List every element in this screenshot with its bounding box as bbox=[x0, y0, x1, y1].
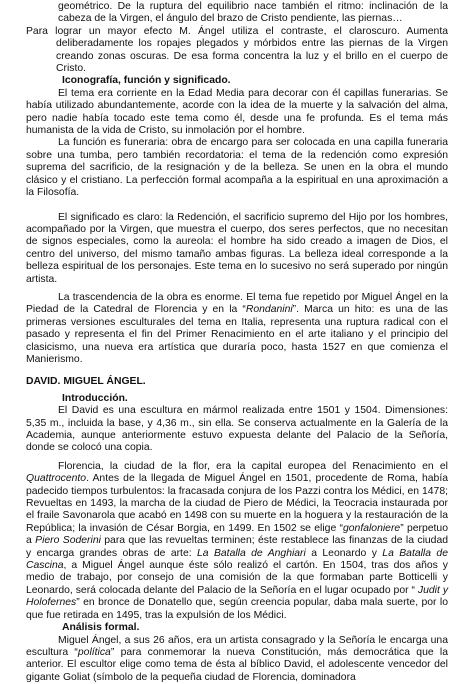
paragraph-tema: El tema era corriente en la Edad Media para decorar con él capillas funerarias. Se había utilizado abundantemente, acorde con la idea de la muerte y la salvación del alma, pero nadie había tocado este tema como él, desde una fe profunda. Es el tema más humanista de la vida de Cristo, su inmolación por el hombre. bbox=[26, 88, 448, 138]
emphasis-soderini: Piero Soderini bbox=[35, 535, 101, 546]
emphasis-judit: Judit y Holofernes bbox=[26, 585, 448, 608]
emphasis-gonfaloniere: gonfaloniere bbox=[343, 523, 400, 534]
paragraph-analisis bbox=[26, 635, 448, 684]
paragraph-david-intro: El David es una escultura en mármol realizada entre 1501 y 1504. Dimensiones: 5,35 m., incluida la base, y 4,36 m., sin ella. Se conserva actualmente en la Galería de la Academia, aunque anteriormente estuvo expuesta delante del Palacio de la Señoría, donde se colocó una copia. bbox=[26, 405, 448, 455]
paragraph-funcion: La función es funeraria: obra de encargo para ser colocada en una capilla funeraria sobre una tumba, pero también recordatoria: el tema de la redención como expresión suprema del sacrificio, de la resignación y de la belleza. Se unen en la obra el mundo clásico y el cristiano. La perfección formal acompaña a la espiritual en una aproximación a la Filosofía. bbox=[26, 137, 448, 199]
paragraph-geometrico: geométrico. De la ruptura del equilibrio nace también el ritmo: inclinación de la cabeza de la Virgen, el ángulo del brazo de Cristo pendiente, las piernas… bbox=[26, 1, 448, 26]
text-run: a Leonardo y bbox=[306, 548, 382, 559]
text-run: , a Miguel Ángel aunque éste sólo realizó el cartón. En 1504, tras dos años y medio de trabajo, por consejo de una comisión de la que formaban parte Botticelli y Leonardo, será colocada delante del Palacio de la Señoría en el lugar ocupado por “ bbox=[26, 560, 448, 596]
section-title-david: DAVID. MIGUEL ÁNGEL. bbox=[26, 376, 448, 388]
emphasis-quattrocento: Quattrocento bbox=[26, 473, 86, 484]
emphasis-politica: política bbox=[78, 647, 111, 658]
text-run: para que las revueltas terminen; éste restablece las finanzas de la ciudad y encarga grandes obras de arte: bbox=[26, 535, 448, 558]
heading-analisis: Análisis formal. bbox=[26, 622, 448, 634]
paragraph-significado: El significado es claro: la Redención, el sacrificio supremo del Hijo por los hombres, acompañado por la Virgen, que muestra el cuerpo, dos seres perfectos, que no necesitan de signos especiales, como la aureola: el hombre ha sido creado a imagen de Dios, el centro del universo, del mismo tamaño ambas figuras. La belleza ideal corresponde a la belleza espiritual de los personajes. Este tema en lo sucesivo no será superado por ningún artista. bbox=[26, 212, 448, 286]
text-run: . Antes de la llegada de Miguel Ángel en 1501, procedente de Roma, había padecido tiempos turbulentos: la fracasada conjura de los Pazzi contra los Médici, en 1478; Revueltas en 1493, la marcha de la ciudad de Piero de Médici, la Teocracia instaurada por el fraile Savonarola que acabó en 1498 con su muerte en la hoguera y la restauración de la República; la invasión de César Borgia, en 1499. En 1502 se elige “ bbox=[26, 473, 448, 534]
emphasis-cascina: La Batalla de Cascina bbox=[26, 548, 448, 571]
paragraph-trascendencia bbox=[26, 292, 448, 366]
text-run: ” para conmemorar la nueva Constitución, más democrática que la anterior. El escultor elige como tema de ésta al bíblico David, el adolescente vencedor del gigante Goliat (símbolo de la pequeña ciudad de Florencia, dominadora bbox=[26, 647, 448, 683]
paragraph-contraste: Para lograr un mayor efecto M. Ángel utiliza el contraste, el claroscuro. Aumenta deliberadamente los ropajes plegados y mórbidos entre las piernas de la Virgen creando zonas oscuras. De esa forma concentra la luz y el brillo en el cuerpo de Cristo. bbox=[26, 26, 448, 76]
heading-introduccion: Introducción. bbox=[26, 393, 448, 405]
spacer bbox=[26, 200, 448, 212]
emphasis-rondanini: Rondanini bbox=[246, 304, 293, 315]
text-run: Florencia, la ciudad de la flor, era la capital europea del Renacimiento en el bbox=[58, 461, 448, 472]
emphasis-anghiari: La Batalla de Anghiari bbox=[197, 548, 306, 559]
text-run: ” en bronce de Donatello que, según creencia popular, daba mala suerte, por lo que fue retirada en 1495, tras la expulsión de los Médici. bbox=[26, 597, 448, 620]
text-run: La trascendencia de la obra es enorme. El tema fue repetido por Miguel Ángel en la Piedad de la Catedral de Florencia y en la “ bbox=[26, 292, 448, 315]
text-run: ” perpetuo a bbox=[26, 523, 448, 546]
heading-iconografia: Iconografía, función y significado. bbox=[26, 75, 448, 87]
paragraph-florencia bbox=[26, 461, 448, 622]
text-run: Miguel Ángel, a sus 26 años, era un artista consagrado y la Señoría le encarga una escultura “ bbox=[26, 635, 448, 658]
text-run: ”. Marca un hito: es una de las primeras versiones esculturales del tema en Italia, representa una ruptura radical con el pasado y representa el fin del Primer Renacimiento en el arte italiano y el principio del clasicismo, una nueva era artística que duraría poco, hasta 1527 en que comienza el Manierismo. bbox=[26, 304, 448, 365]
